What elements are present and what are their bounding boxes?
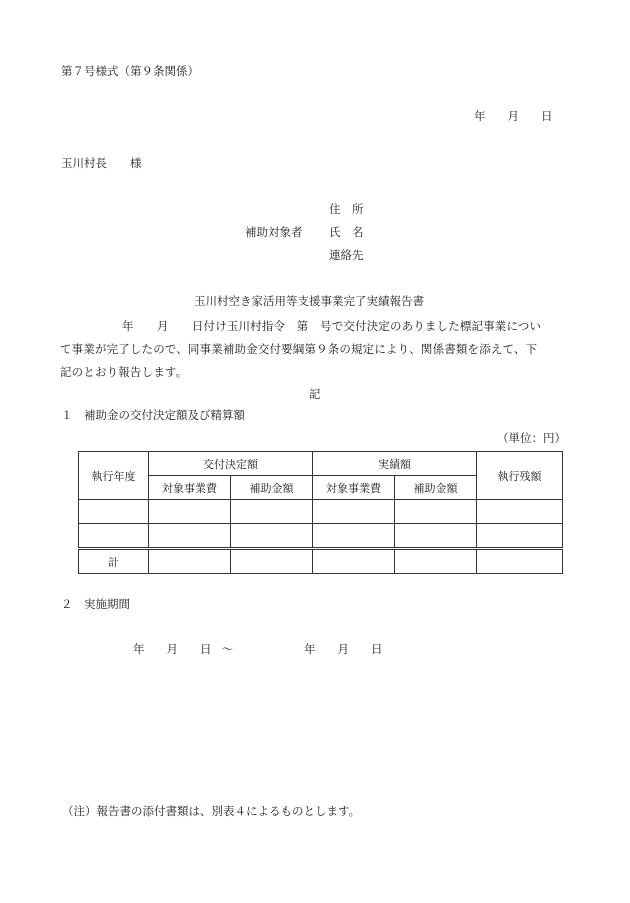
period-start-month: 月: [166, 642, 178, 656]
name-label: 氏 名: [329, 225, 364, 239]
applicant-role-label: 補助対象者: [245, 225, 303, 239]
date-day: 日: [541, 109, 553, 123]
table-cell[interactable]: [231, 549, 313, 574]
header-decision-group: 交付決定額: [149, 452, 313, 476]
table-cell[interactable]: [313, 500, 395, 524]
body-line-3: 記のとおり報告します。: [60, 365, 188, 379]
form-number: 第７号様式（第９条関係）: [61, 64, 199, 78]
date-line: [474, 111, 553, 123]
table-cell[interactable]: [149, 549, 231, 574]
total-label: 計: [79, 549, 149, 574]
period-end-month: 月: [337, 642, 349, 656]
table-cell[interactable]: [313, 524, 395, 549]
body-line-2: て事業が完了したので、同事業補助金交付要綱第９条の規定により、関係書類を添えて、下: [60, 342, 538, 356]
period-start-day: 日: [200, 642, 212, 656]
table-row: [79, 524, 563, 549]
subsidy-table: [78, 451, 563, 574]
contact-label: 連絡先: [329, 248, 364, 262]
period-end: [304, 644, 383, 656]
body-line-1: 年 月 日付け玉川村指令 第 号で交付決定のありました標記事業につい: [122, 319, 542, 333]
period-start-year: 年: [133, 642, 145, 656]
table-cell[interactable]: [149, 500, 231, 524]
table-cell[interactable]: [477, 549, 563, 574]
header-decision-subsidy: 補助金額: [231, 476, 313, 500]
table-cell[interactable]: [231, 500, 313, 524]
header-actual-target: 対象事業費: [313, 476, 395, 500]
header-year: 執行年度: [79, 452, 149, 500]
unit-label: （単位：円）: [497, 431, 566, 445]
table-cell[interactable]: [79, 500, 149, 524]
table-cell[interactable]: [149, 524, 231, 549]
table-cell[interactable]: [395, 500, 477, 524]
period-start: [133, 644, 233, 656]
header-remaining: 執行残額: [477, 452, 563, 500]
footnote: （注）報告書の添付書類は、別表４によるものとします。: [62, 804, 361, 818]
table-cell[interactable]: [395, 524, 477, 549]
table-total-row: [79, 549, 563, 574]
period-end-day: 日: [371, 642, 383, 656]
table-cell[interactable]: [313, 549, 395, 574]
table-cell[interactable]: [477, 524, 563, 549]
address-label: 住 所: [329, 202, 364, 216]
section2-heading: ２ 実施期間: [61, 597, 130, 611]
header-actual-subsidy: 補助金額: [395, 476, 477, 500]
date-month: 月: [507, 109, 519, 123]
table-cell[interactable]: [79, 524, 149, 549]
date-year: 年: [474, 109, 486, 123]
document-title: 玉川村空き家活用等支援事業完了実績報告書: [194, 294, 424, 308]
section1-heading: １ 補助金の交付決定額及び精算額: [61, 408, 245, 422]
header-decision-target: 対象事業費: [149, 476, 231, 500]
table-cell[interactable]: [395, 549, 477, 574]
addressee: 玉川村長 様: [61, 156, 142, 170]
period-end-year: 年: [304, 642, 316, 656]
ki-marker: 記: [309, 387, 321, 401]
table-cell[interactable]: [231, 524, 313, 549]
table-row: [79, 500, 563, 524]
table-cell[interactable]: [477, 500, 563, 524]
header-actual-group: 実績額: [313, 452, 477, 476]
period-tilde: ～: [221, 642, 233, 656]
table-header-row: [79, 452, 563, 476]
